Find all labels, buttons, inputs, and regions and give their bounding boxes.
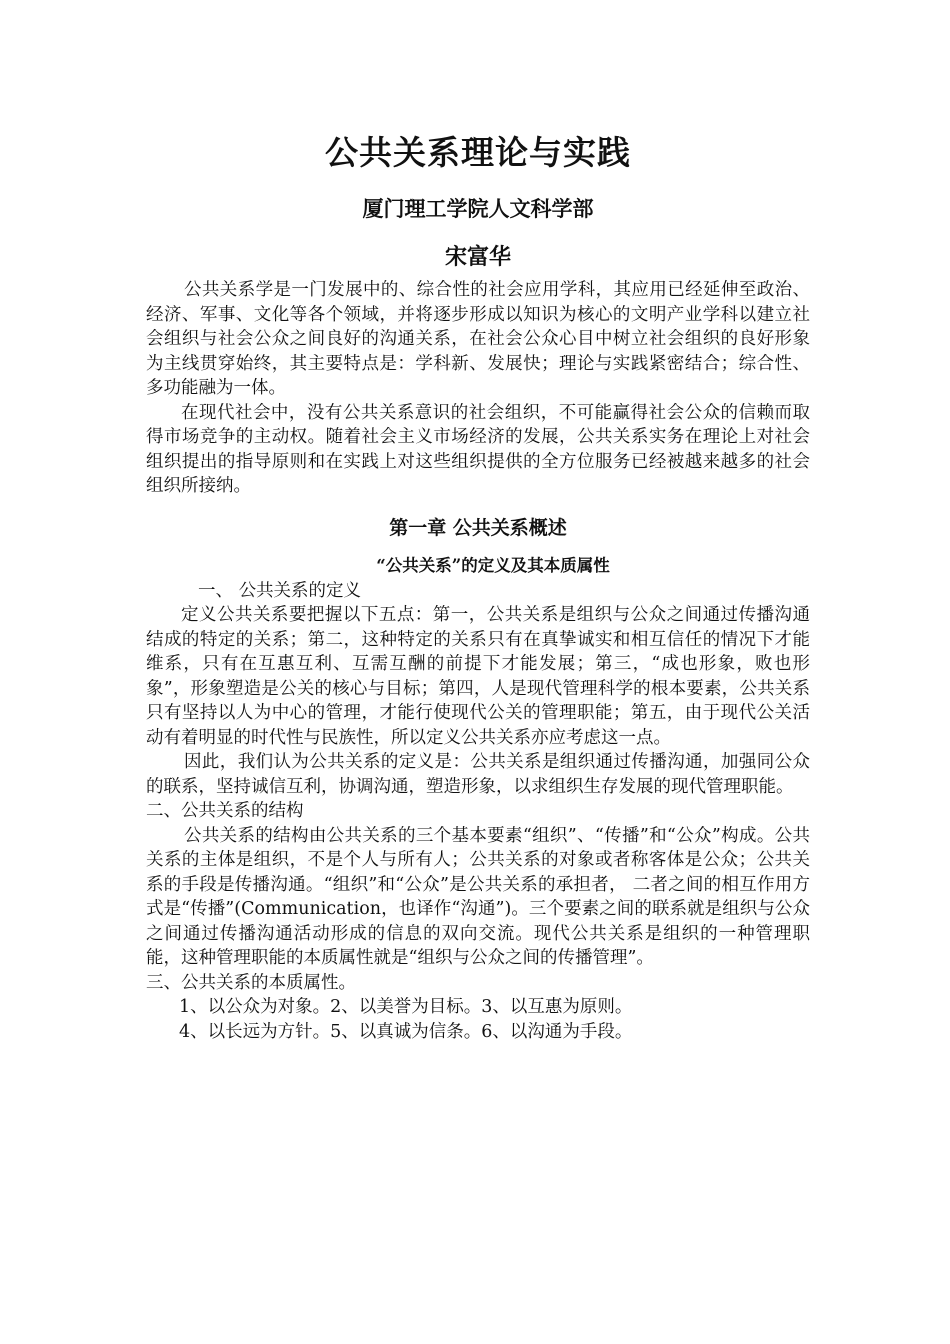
part-2-paragraph: 公共关系的结构由公共关系的三个基本要素“组织”、“传播”和“公众”构成。公共关系的主体是组织，不是个人与所有人；公共关系的对象或者称客体是公众；公共关系的手段是传播沟通。“组织”和“公众”是公共关系的承担者， 二者之间的相互作用方式是“传播”(Communication，也译作“沟通”)。三个要素之间的联系就是组织与公众之间通过传播沟通活动形成的信息的双向交流。现代公共关系是组织的一种管理职能，这种管理职能的本质属性就是“组织与公众之间的传播管理”。 <box>146 825 810 968</box>
part-1-paragraph-2: 因此，我们认为公共关系的定义是：公共关系是组织通过传播沟通，加强同公众的联系，坚持诚信互利，协调沟通，塑造形象，以求组织生存发展的现代管理职能。 <box>146 752 810 797</box>
author-affiliation: 厦门理工学院人文科学部 <box>362 196 594 221</box>
part-3-heading: 三、公共关系的本质属性。 <box>146 972 356 993</box>
intro-paragraph-2: 在现代社会中，没有公共关系意识的社会组织，不可能赢得社会公众的信赖而取得市场竞争的主动权。随着社会主义市场经济的发展，公共关系实务在理论上对社会组织提出的指导原则和在实践上对这些组织提供的全方位服务已经被越来越多的社会组织所接纳。 <box>146 402 810 496</box>
intro-paragraph-1: 公共关系学是一门发展中的、综合性的社会应用学科，其应用已经延伸至政治、经济、军事、文化等各个领域，并将逐步形成以知识为核心的文明产业学科以建立社会组织与社会公众之间良好的沟通关系，在社会公众心目中树立社会组织的良好形象为主线贯穿始终，其主要特点是：学科新、发展快；理论与实践紧密结合；综合性、多功能融为一体。 <box>146 280 810 398</box>
part-2-heading: 二、公共关系的结构 <box>146 801 304 821</box>
part-1-heading: 一、 公共关系的定义 <box>198 580 362 601</box>
section-title: “公共关系”的定义及其本质属性 <box>376 555 610 575</box>
attributes-list-line-1: 1、以公众为对象。2、以美誉为目标。3、以互惠为原则。 <box>179 997 633 1017</box>
part-1-paragraph-1: 定义公共关系要把握以下五点：第一，公共关系是组织与公众之间通过传播沟通结成的特定的关系；第二，这种特定的关系只有在真挚诚实和相互信任的情况下才能维系，只有在互惠互利、互需互酬的前提下才能发展；第三，“成也形象，败也形象”，形象塑造是公关的核心与目标；第四，人是现代管理科学的根本要素，公共关系只有坚持以人为中心的管理，才能行使现代公关的管理职能；第五，由于现代公关活动有着明显的时代性与民族性，所以定义公共关系亦应考虑这一点。 <box>146 605 810 748</box>
author-name: 宋富华 <box>444 244 511 270</box>
document-title: 公共关系理论与实践 <box>325 133 631 172</box>
attributes-list-line-2: 4、以长远为方针。5、以真诚为信条。6、以沟通为手段。 <box>179 1021 633 1042</box>
chapter-1-title: 第一章 公共关系概述 <box>389 516 567 539</box>
